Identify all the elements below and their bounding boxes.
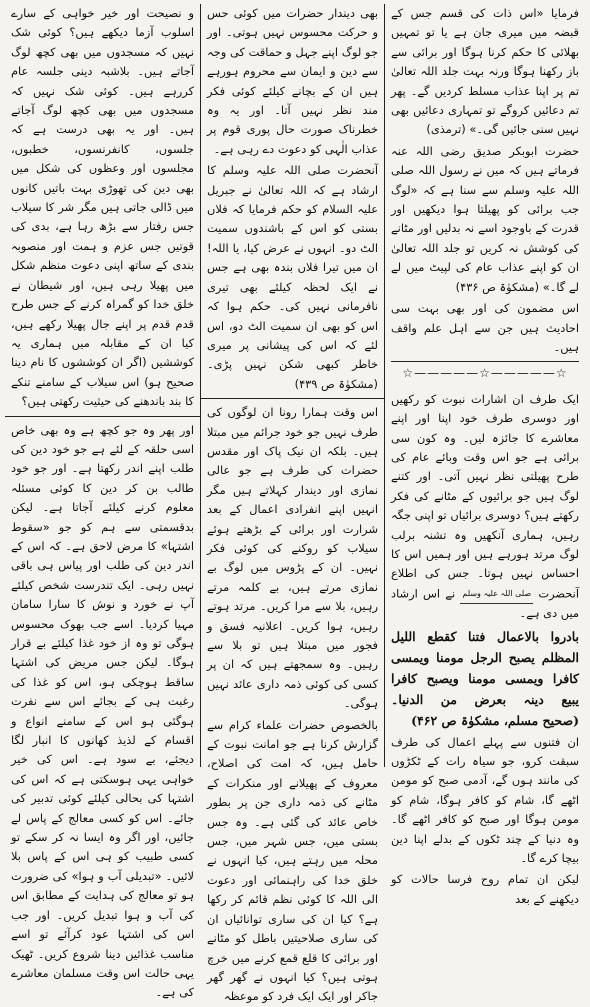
arabic-hadith: بادروا بالاعمال فتنا کقطع اللیل المظلم یصبح الرجل مومنا ویمسی کافرا ویمسی مومنا ویصبح کافرا یبیع دینہ بعرض من الدنیا۔ (صحیح مسلم، مشکوٰۃ ص ۴۶۲): [391, 628, 579, 728]
middle-column: [201, 4, 385, 1004]
paragraph: اور پھر وہ جو کچھ ہے وہ بھی خاص اسی حلقہ کے لئے ہے جو خود دین کی طلب اپنے اندر رکھتا ہے۔ اور جو خود طالب بن کر دین کا کوئی مسئلہ معلوم کرنے کیلئے آجاتا ہے۔ لیکن بدقسمتی سے ہم کو جو «سقوط اشتہا» کا مرض لاحق ہے۔ کہ اس کے اندر دین کی طلب اور پیاس ہی باقی نہیں رہی۔ ایک تندرست شخص کیلئے آپ نے خورد و نوش کا سارا سامان مہیا کردیا۔ اسے جب بھوک محسوس ہوگی تو وہ از خود غذا کیلئے بے قرار ہوگا۔ لیکن جس مریض کی اشتہا ساقط ہوچکی ہو، اس کو غذا کی رغبت ہی کے بجائے اس سے نفرت ہوگئی ہو اس کے سامنے انواع و اقسام کے لذیذ کھانوں کا انبار لگا دیجئے، بے سود ہے۔ اس کی خیر خواہی یہی ہوسکتی ہے کہ اس کی اشتہا کی بحالی کیلئے کوئی تدبیر کی جائے۔ اس کو کسی معالج کے پاس لے جائیں، اور اگر وہ ایسا نہ کر سکے تو کسی طبیب کو ہی اس کے پاس بلا لائیں۔ «تبدیلی آب و ہوا» کی ضرورت ہو تو معالج کی ہدایت کے مطابق اس کی آب و ہوا تبدیل کریں۔ اور جب اس کی اشتہا عود کرآئے تو اسے مناسب غذائیں دینا شروع کریں۔ ٹھیک یہی حالت اس وقت مسلمان معاشرے کی ہے۔: [11, 422, 194, 1000]
paragraph: لیکن ان تمام روح فرسا حالات کو دیکھنے کے بعد: [391, 872, 579, 906]
paragraph: و نصیحت اور خیر خواہی کے سارے اسلوب آزما دیکھے ہیں؟ کوئی شک نہیں کہ مسجدوں میں بھی کچھ لوگ آجاتے ہیں۔ بلاشبہ دینی جلسہ عام کررہے ہیں۔ کوئی شک نہیں کہ مسجدوں میں بھی کچھ لوگ آجاتے ہیں۔ اور یہ بھی درست ہے کہ جلسوں، کانفرنسوں، خطبوں، مجلسوں اور وعظوں کی شکل میں بھی دین کی تھوڑی بہت باتیں کانوں میں ڈالی جاتی ہیں مگر شر کا سیلاب جس رفتار سے بڑھ رہا ہے، بدی کی قوتیں جس عزم و ہمت اور منصوبہ بندی کے ساتھ اپنی دعوت منظم شکل میں پھیلا رہی ہیں، اور شیطان نے خلق خدا کو گمراہ کرنے کے جس طرح قدم قدم پر اپنے جال پھیلا رکھے ہیں، کیا ان کے مقابلہ میں ہماری یہ کوششیں (اگر ان کوششوں کا نام دینا صحیح ہو) اس سیلاب کے سامنے تنکے کا بند باندھنے کی حیثیت رکھتی ہیں؟: [11, 6, 194, 409]
paragraph: حضرت ابوبکر صدیق رضی اللہ عنہ فرماتے ہیں کہ میں نے رسول اللہ صلی اللہ علیہ وسلم سے سنا ہے کہ «لوگ جب برائی کو پھیلتا ہوا دیکھیں اور قدرت کے باوجود اسے نہ بدلیں اور مٹانے کی کوشش نہ کریں تو جلد اللہ تعالیٰ ان کو اپنے عذاب عام کی لپیٹ میں لے لے گا۔» (مشکوٰۃ ص ۴۳۶): [391, 143, 579, 294]
citation: (ترمذی): [426, 122, 466, 137]
honorific-calligraphy-icon: صلی اللہ علیہ وسلم: [460, 584, 533, 604]
paragraph: بالخصوص حضرات علماء کرام سے گزارش کرنا ہے جو امانت نبوت کے حامل ہیں، کہ امت کی اصلاح، معروف کے پھیلانے اور منکرات کے مٹانے کی ذمہ داری جن پر بطور خاص عائد کی گئی ہے۔ وہ جس بستی میں، جس شہر میں، جس محلہ میں رہتے ہیں، کیا انہوں نے خلق خدا کی راہنمائی اور دعوت الی اللہ کا کوئی نظم قائم کر رکھا ہے؟ کیا ان کی ساری توانائیاں ان کی ساری صلاحیتیں باطل کو مٹانے اور برائی کا قلع قمع کرنے میں خرچ ہوتی ہیں؟ کیا انہوں نے گھر گھر جاکر اور ایک ایک فرد کو موعظہ: [207, 717, 378, 1004]
citation: (مشکوٰۃ ص ۴۳۹): [294, 376, 378, 391]
paragraph: بھی دیندار حضرات میں کوئی حس و حرکت محسوس نہیں ہوتی۔ اور جو لوگ اپنے جہل و حماقت کی وجہ سے دین و ایمان سے محروم ہورہے ہیں ان کے بچانے کیلئے کوئی فکر مند نظر نہیں آتا۔ اور یہ وہ خطرناک صورت حال پوری قوم پر عذاب الٰہی کو دعوت دے رہی ہے۔: [207, 6, 378, 156]
divider: [5, 416, 200, 417]
paragraph: اس مضمون کی اور بھی بہت سی احادیث ہیں جن سے اہل علم واقف ہیں۔: [391, 301, 579, 354]
paragraph: آنحضرت صلی اللہ علیہ وسلم کا ارشاد ہے کہ اللہ تعالیٰ نے جبریل علیہ السلام کو حکم فرمایا کہ فلاں بستی کو اس کے باشندوں سمیت الٹ دو۔ انہوں نے عرض کیا، یا اللہ! ان میں تیرا فلاں بندہ بھی ہے جس نے ایک لحظہ کیلئے بھی تیری نافرمانی نہیں کی۔ حکم ہوا کہ اس کو بھی ان سمیت الٹ دو، اس لئے کہ اس کی پیشانی پر میری خاطر کبھی شکن نہیں پڑی۔ (مشکوٰۃ ص ۴۳۹): [207, 163, 378, 391]
paragraph: ان فتنوں سے پہلے اعمال کی طرف سبقت کرو، جو سیاہ رات کے ٹکڑوں کی مانند ہوں گے، آدمی صبح کو مومن اٹھے گا، شام کو کافر ہوگا، شام کو مومن ہوگا اور صبح کو کافر اٹھے گا۔ وہ دنیا کے چند ٹکوں کے بدلے اپنا دین بیچا کرے گا۔: [391, 734, 579, 866]
page-columns: [5, 4, 585, 1004]
star-separator: ☆—————☆—————☆: [391, 361, 579, 383]
right-column: [385, 4, 585, 906]
left-column: [5, 4, 201, 1000]
paragraph: ایک طرف ان اشارات نبوت کو رکھیں اور دوسری طرف خود اپنا اور اپنے معاشرے کا جائزہ لیں۔ وہ کون سی برائی ہے جو اس وقت وبائے عام کی طرح پھیلتی نظر نہیں آتی۔ اور کتنے لوگ ہیں جو برائیوں کے مٹانے کی فکر رکھتے ہیں؟ دوسری برائیاں تو اپنی جگہ رہیں، ہماری آنکھیں وہ تشنہ برلب لوگ مرتد ہورہے ہیں اور ہمیں اس کا احساس نہیں ہوتا۔ جس کی اطلاع آنحضرت صلی اللہ علیہ وسلم نے اس ارشاد میں دی ہے۔: [391, 391, 579, 621]
citation: (صحیح مسلم، مشکوٰۃ ص ۴۶۲): [411, 712, 579, 728]
divider: [201, 398, 384, 399]
paragraph: فرمایا «اس ذات کی قسم جس کے قبضہ میں میری جان ہے یا تو تمہیں بھلائی کا حکم کرنا ہوگا اور برائی سے باز رکھنا ہوگا ورنہ بہت جلد اللہ تعالیٰ تم پر اپنا عذاب مسلط کردیں گے۔ پھر تم دعائیں کروگے تو تمہاری دعائیں بھی نہیں سنی جائیں گی۔» (ترمذی): [391, 6, 579, 137]
paragraph: اس وقت ہمارا رونا ان لوگوں کی طرف نہیں جو خود جرائم میں مبتلا ہیں۔ بلکہ ان نیک پاک اور مقدس حضرات کی طرف ہے جو عالی نمازی اور دیندار کہلاتے ہیں مگر انہیں اپنے انفرادی اعمال کے بعد شرارت اور برائی کے بڑھتے ہوئے سیلاب کو روکنے کی کوئی فکر نہیں۔ ان کے پڑوس میں لوگ بے نمازی مرتے ہیں، بے کلمہ مرتے رہیں، بلا سے مرا کریں۔ مرتد ہوتے رہیں، ہوا کریں۔ اعلانیہ فسق و فجور میں مبتلا ہیں تو بلا سے رہیں۔ وہ سمجھتے ہیں کہ ان پر کسی کی کوئی ذمہ داری عائد نہیں ہوگی۔: [207, 405, 378, 711]
citation: (مشکوٰۃ ص ۴۳۶): [455, 279, 540, 294]
